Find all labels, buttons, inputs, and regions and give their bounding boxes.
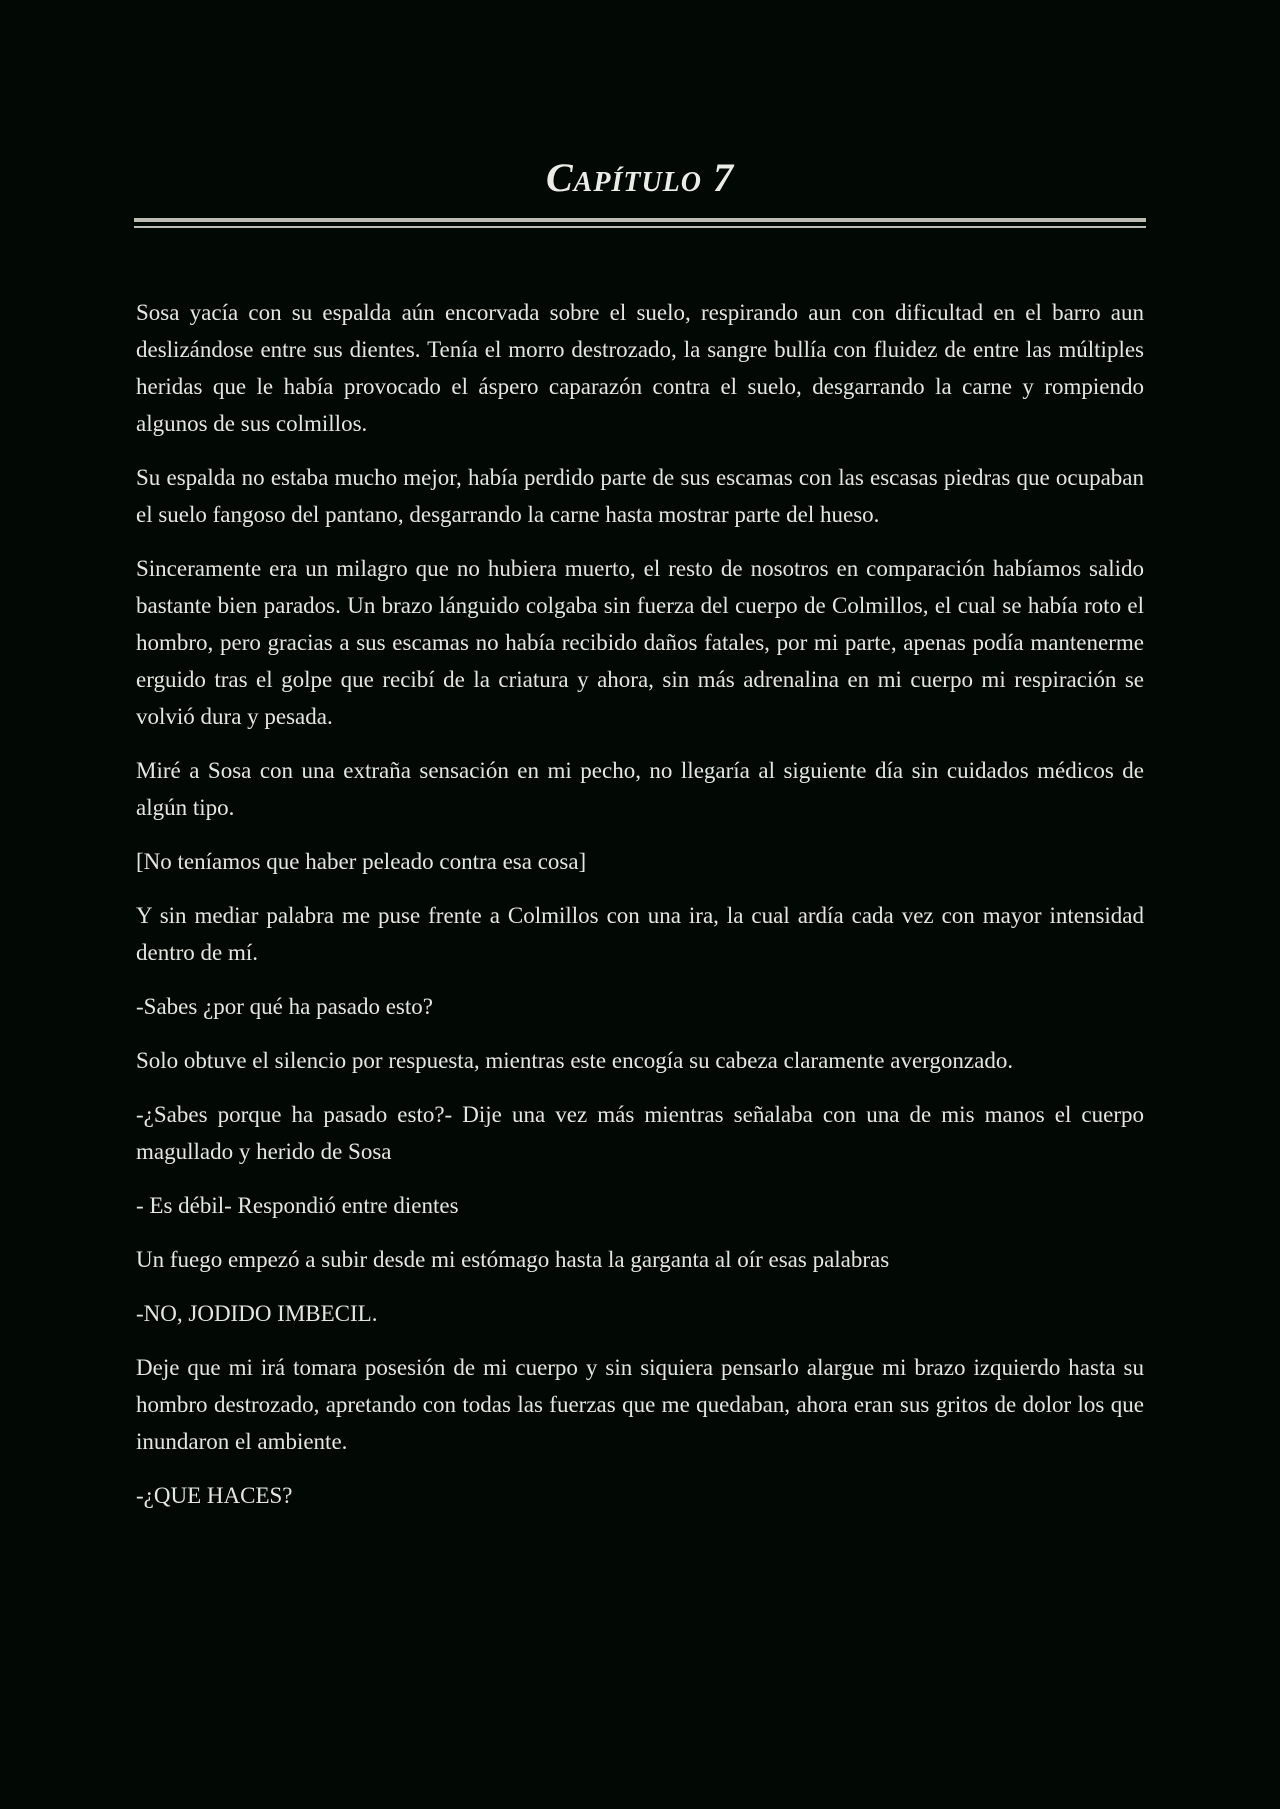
paragraph: -¿QUE HACES? — [136, 1483, 293, 1508]
paragraph: Y sin mediar palabra me puse frente a Colmillos con una ira, la cual ardía cada vez con mayor intensidad dentro de mí. — [136, 903, 1144, 965]
paragraph: Miré a Sosa con una extraña sensación en mi pecho, no llegaría al siguiente día sin cuidados médicos de algún tipo. — [136, 758, 1144, 820]
paragraph: Solo obtuve el silencio por respuesta, mientras este encogía su cabeza claramente avergonzado. — [136, 1048, 1014, 1073]
paragraph: - Es débil- Respondió entre dientes — [136, 1193, 459, 1218]
paragraph: Sinceramente era un milagro que no hubiera muerto, el resto de nosotros en comparación habíamos salido bastante bien parados. Un brazo lánguido colgaba sin fuerza del cuerpo de Colmillos, el cual se había roto el hombro, pero gracias a sus escamas no había recibido daños fatales, por mi parte, apenas podía mantenerme erguido tras el golpe que recibí de la criatura y ahora, sin más adrenalina en mi cuerpo mi respiración se volvió dura y pesada. — [136, 556, 1144, 729]
paragraph: Su espalda no estaba mucho mejor, había perdido parte de sus escamas con las escasas piedras que ocupaban el suelo fangoso del pantano, desgarrando la carne hasta mostrar parte del hueso. — [136, 465, 1144, 527]
paragraph: -¿Sabes porque ha pasado esto?- Dije una vez más mientras señalaba con una de mis manos el cuerpo magullado y herido de Sosa — [136, 1102, 1144, 1164]
paragraph: -Sabes ¿por qué ha pasado esto? — [136, 994, 433, 1019]
chapter-title: Capítulo 7 — [545, 155, 734, 200]
paragraph: [No teníamos que haber peleado contra esa cosa] — [136, 849, 587, 874]
chapter-body — [136, 294, 1144, 1514]
paragraph: -NO, JODIDO IMBECIL. — [136, 1301, 378, 1326]
paragraph: Un fuego empezó a subir desde mi estómago hasta la garganta al oír esas palabras — [136, 1247, 890, 1272]
paragraph: Deje que mi irá tomara posesión de mi cuerpo y sin siquiera pensarlo alargue mi brazo izquierdo hasta su hombro destrozado, apretando con todas las fuerzas que me quedaban, ahora eran sus gritos de dolor los que inundaron el ambiente. — [136, 1355, 1144, 1454]
title-divider — [134, 218, 1146, 228]
paragraph: Sosa yacía con su espalda aún encorvada sobre el suelo, respirando aun con dificultad en el barro aun deslizándose entre sus dientes. Tenía el morro destrozado, la sangre bullía con fluidez de entre las múltiples heridas que le había provocado el áspero caparazón contra el suelo, desgarrando la carne y rompiendo algunos de sus colmillos. — [136, 300, 1144, 436]
book-page — [136, 150, 1144, 1531]
